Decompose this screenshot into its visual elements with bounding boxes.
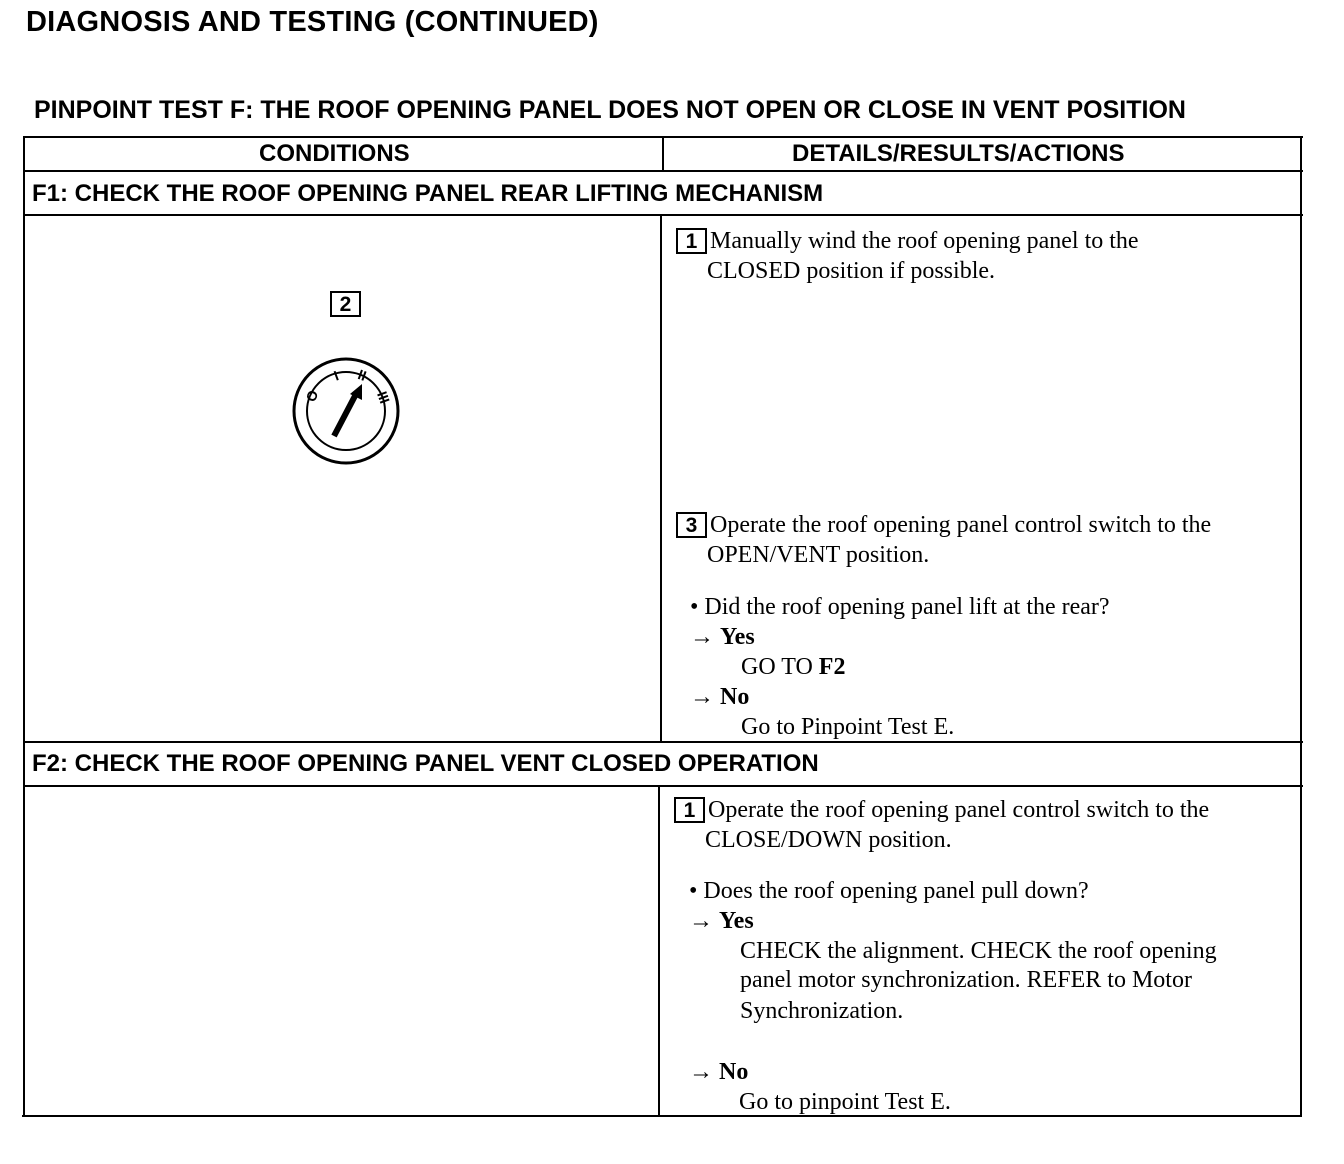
ignition-switch-icon xyxy=(290,356,406,468)
f2-no-action: Go to pinpoint Test E. xyxy=(739,1089,951,1115)
f1-yes-action-target: F2 xyxy=(818,654,846,680)
f1-step-3-number: 3 xyxy=(676,512,707,538)
f2-step-1-text-cont: CLOSE/DOWN position. xyxy=(705,827,952,853)
f2-step-1-number: 1 xyxy=(674,797,705,823)
f1-yes-label: Yes xyxy=(720,624,755,650)
f2-no-label: No xyxy=(719,1059,749,1085)
ignition-label-off: O xyxy=(302,388,322,404)
f2-yes-label: Yes xyxy=(719,908,754,934)
f1-step-1-text-cont: CLOSED position if possible. xyxy=(707,258,996,284)
f2-yes-action-cont: panel motor synchronization. REFER to Motor xyxy=(740,967,1192,993)
arrow-right-icon: → xyxy=(689,1059,713,1085)
column-header-details: DETAILS/RESULTS/ACTIONS xyxy=(792,140,1125,167)
f1-question: • Did the roof opening panel lift at the rear? xyxy=(690,594,1110,620)
f2-no-branch xyxy=(689,1057,748,1087)
section-heading-f1: F1: CHECK THE ROOF OPENING PANEL REAR LIFTING MECHANISM xyxy=(32,180,824,207)
column-header-conditions: CONDITIONS xyxy=(259,140,410,167)
f1-no-label: No xyxy=(720,684,750,710)
f1-step-3-text: Operate the roof opening panel control switch to the xyxy=(710,512,1212,538)
arrow-right-icon: → xyxy=(690,684,714,710)
ignition-label-1: I xyxy=(331,367,341,384)
f2-yes-action: CHECK the alignment. CHECK the roof opening xyxy=(740,938,1217,964)
arrow-right-icon: → xyxy=(689,908,713,934)
f1-no-branch xyxy=(690,682,749,712)
f2-yes-branch xyxy=(689,906,754,936)
test-title: PINPOINT TEST F: THE ROOF OPENING PANEL DOES NOT OPEN OR CLOSE IN VENT POSITION xyxy=(34,96,1186,124)
arrow-right-icon: → xyxy=(690,624,714,650)
f1-step-1-number: 1 xyxy=(676,228,707,254)
ignition-label-3: III xyxy=(374,389,394,406)
f1-step-1-text: Manually wind the roof opening panel to the xyxy=(710,228,1139,254)
f1-yes-action-prefix: GO TO xyxy=(741,654,819,680)
f2-yes-action-cont-2: Synchronization. xyxy=(740,998,904,1024)
section-heading-f2: F2: CHECK THE ROOF OPENING PANEL VENT CLOSED OPERATION xyxy=(32,750,819,777)
f1-yes-action xyxy=(741,652,845,682)
f1-yes-branch xyxy=(690,622,755,652)
ignition-label-2: II xyxy=(355,366,369,384)
f2-step-1-text: Operate the roof opening panel control switch to the xyxy=(708,797,1210,823)
figure-step-number: 2 xyxy=(330,291,361,317)
f2-question: • Does the roof opening panel pull down? xyxy=(689,878,1089,904)
f1-no-action: Go to Pinpoint Test E. xyxy=(741,714,955,740)
f1-step-3-text-cont: OPEN/VENT position. xyxy=(707,542,930,568)
page-title: DIAGNOSIS AND TESTING (CONTINUED) xyxy=(26,6,599,38)
